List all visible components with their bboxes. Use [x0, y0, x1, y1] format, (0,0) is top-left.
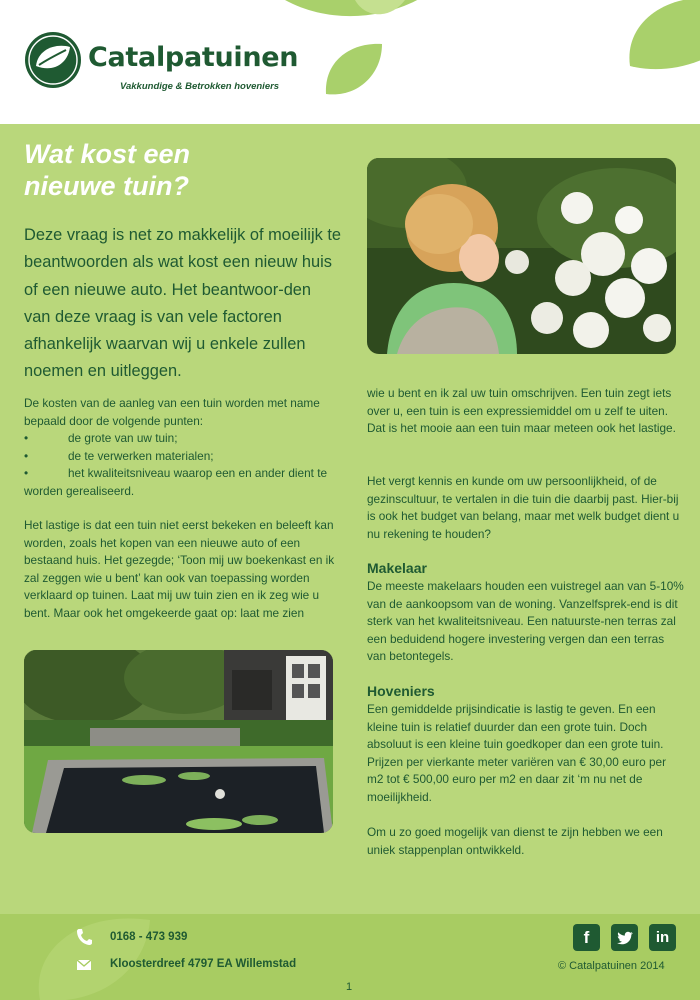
brand-name: Catalpatuinen: [88, 42, 299, 73]
page-number: 1: [346, 981, 353, 993]
cost-factors-paragraph: [24, 395, 342, 500]
cost-factors-lead: De kosten van de aanleg van een tuin worden met name bepaald door de volgende punten:: [24, 396, 320, 428]
photo-girl-roses: [367, 158, 676, 354]
body-paragraph: Het lastige is dat een tuin niet eerst bekeken en beleeft kan worden, zoals het kopen van een nieuwe auto of een bestaand huis. Het gezegde; ‘Toon mij uw boekenkast en ik zal zeggen wie u bent’ kan ook van toepassing worden verklaard op tuinen. Laat mij uw tuin zien en ik zeg wie u bent. Maar ook het omgekeerde gaat op: laat me zien: [24, 518, 335, 620]
list-item-text: de te verwerken materialen;: [68, 448, 214, 463]
phone-icon: [76, 928, 92, 946]
decorative-leaf-icon: [322, 40, 384, 98]
facebook-icon[interactable]: [573, 924, 600, 951]
intro-paragraph: Deze vraag is net zo makkelijk of moeilijk te beantwoorden als wat kost een nieuw huis of een nieuwe auto. Het beantwoor-den van deze vraag is van vele factoren afhankelijk waarvan wij u enkele zullen noemen en uitleggen.: [24, 226, 342, 381]
bullet-symbol: •: [24, 466, 29, 480]
decorative-leaf-icon: [624, 0, 700, 70]
twitter-bird-icon: [616, 931, 633, 945]
footer-phone: 0168 - 473 939: [110, 931, 188, 943]
heading-makelaar: Makelaar: [367, 560, 427, 576]
page-title-line-2: nieuwe tuin?: [24, 171, 189, 201]
photo-garden-pond: [24, 650, 333, 833]
linkedin-label: in: [655, 929, 670, 946]
list-item: [24, 465, 342, 500]
page-header: [0, 0, 700, 124]
page-title-line-1: Wat kost een: [24, 139, 191, 169]
mail-icon: [77, 960, 91, 970]
heading-hoveniers: Hoveniers: [367, 683, 435, 699]
brand-tagline: Vakkundige & Betrokken hoveniers: [120, 81, 280, 92]
footer-address: Kloosterdreef 4797 EA Willemstad: [110, 958, 297, 970]
body-paragraph: Om u zo goed mogelijk van dienst te zijn hebben we een uniek stappenplan ontwikkeld.: [367, 825, 663, 857]
bullet-symbol: •: [24, 448, 29, 463]
list-item-text: de grote van uw tuin;: [68, 431, 178, 445]
leaf-logo-icon: [24, 31, 82, 89]
body-paragraph: De meeste makelaars houden een vuistregel aan van 5-10% van de aankoopsom van de woning. Vanzelfsprek-end is dit sterk van het kwaliteitsniveau. Een natuurste-nen terras zal een beduidend hogere investering vergen dan een terras van betontegels.: [367, 579, 684, 663]
list-item: [24, 430, 342, 448]
decorative-leaf-icon: [355, 0, 405, 20]
linkedin-icon[interactable]: [649, 924, 676, 951]
body-paragraph: Een gemiddelde prijsindicatie is lastig te geven. En een kleine tuin is relatief duurder dan een grote tuin. Doch absoluut is een kleine tuin goedkoper dan een grote tuin. Prijzen per vierkante meter variëren van € 30,00 euro per m2 tot € 500,00 euro per m2 en daar zit ‘m nu net de moeilijkheid.: [367, 702, 667, 804]
decorative-leaf-icon: [30, 914, 150, 1000]
body-paragraph: Het vergt kennis en kunde om uw persoonlijkheid, of de gezinscultuur, te vertalen in die tuin die daarbij past. Hier-bij is ook het budget van belang, maar met welk budget dient u nu rekening te houden?: [367, 474, 680, 541]
body-paragraph: wie u bent en ik zal uw tuin omschrijven. Een tuin zegt iets over u, een tuin is een expressiemiddel om u zelf te uiten. Dat is het mooie aan een tuin maar meteen ook het lastige.: [367, 386, 676, 435]
footer-copyright: © Catalpatuinen 2014: [558, 960, 665, 972]
twitter-icon[interactable]: [611, 924, 638, 951]
list-item: [24, 448, 342, 466]
list-item-text: het kwaliteitsniveau waarop een en ander dient te worden gerealiseerd.: [24, 466, 328, 498]
page-title: [24, 138, 344, 202]
bullet-symbol: •: [24, 431, 29, 445]
facebook-label: f: [583, 927, 590, 947]
